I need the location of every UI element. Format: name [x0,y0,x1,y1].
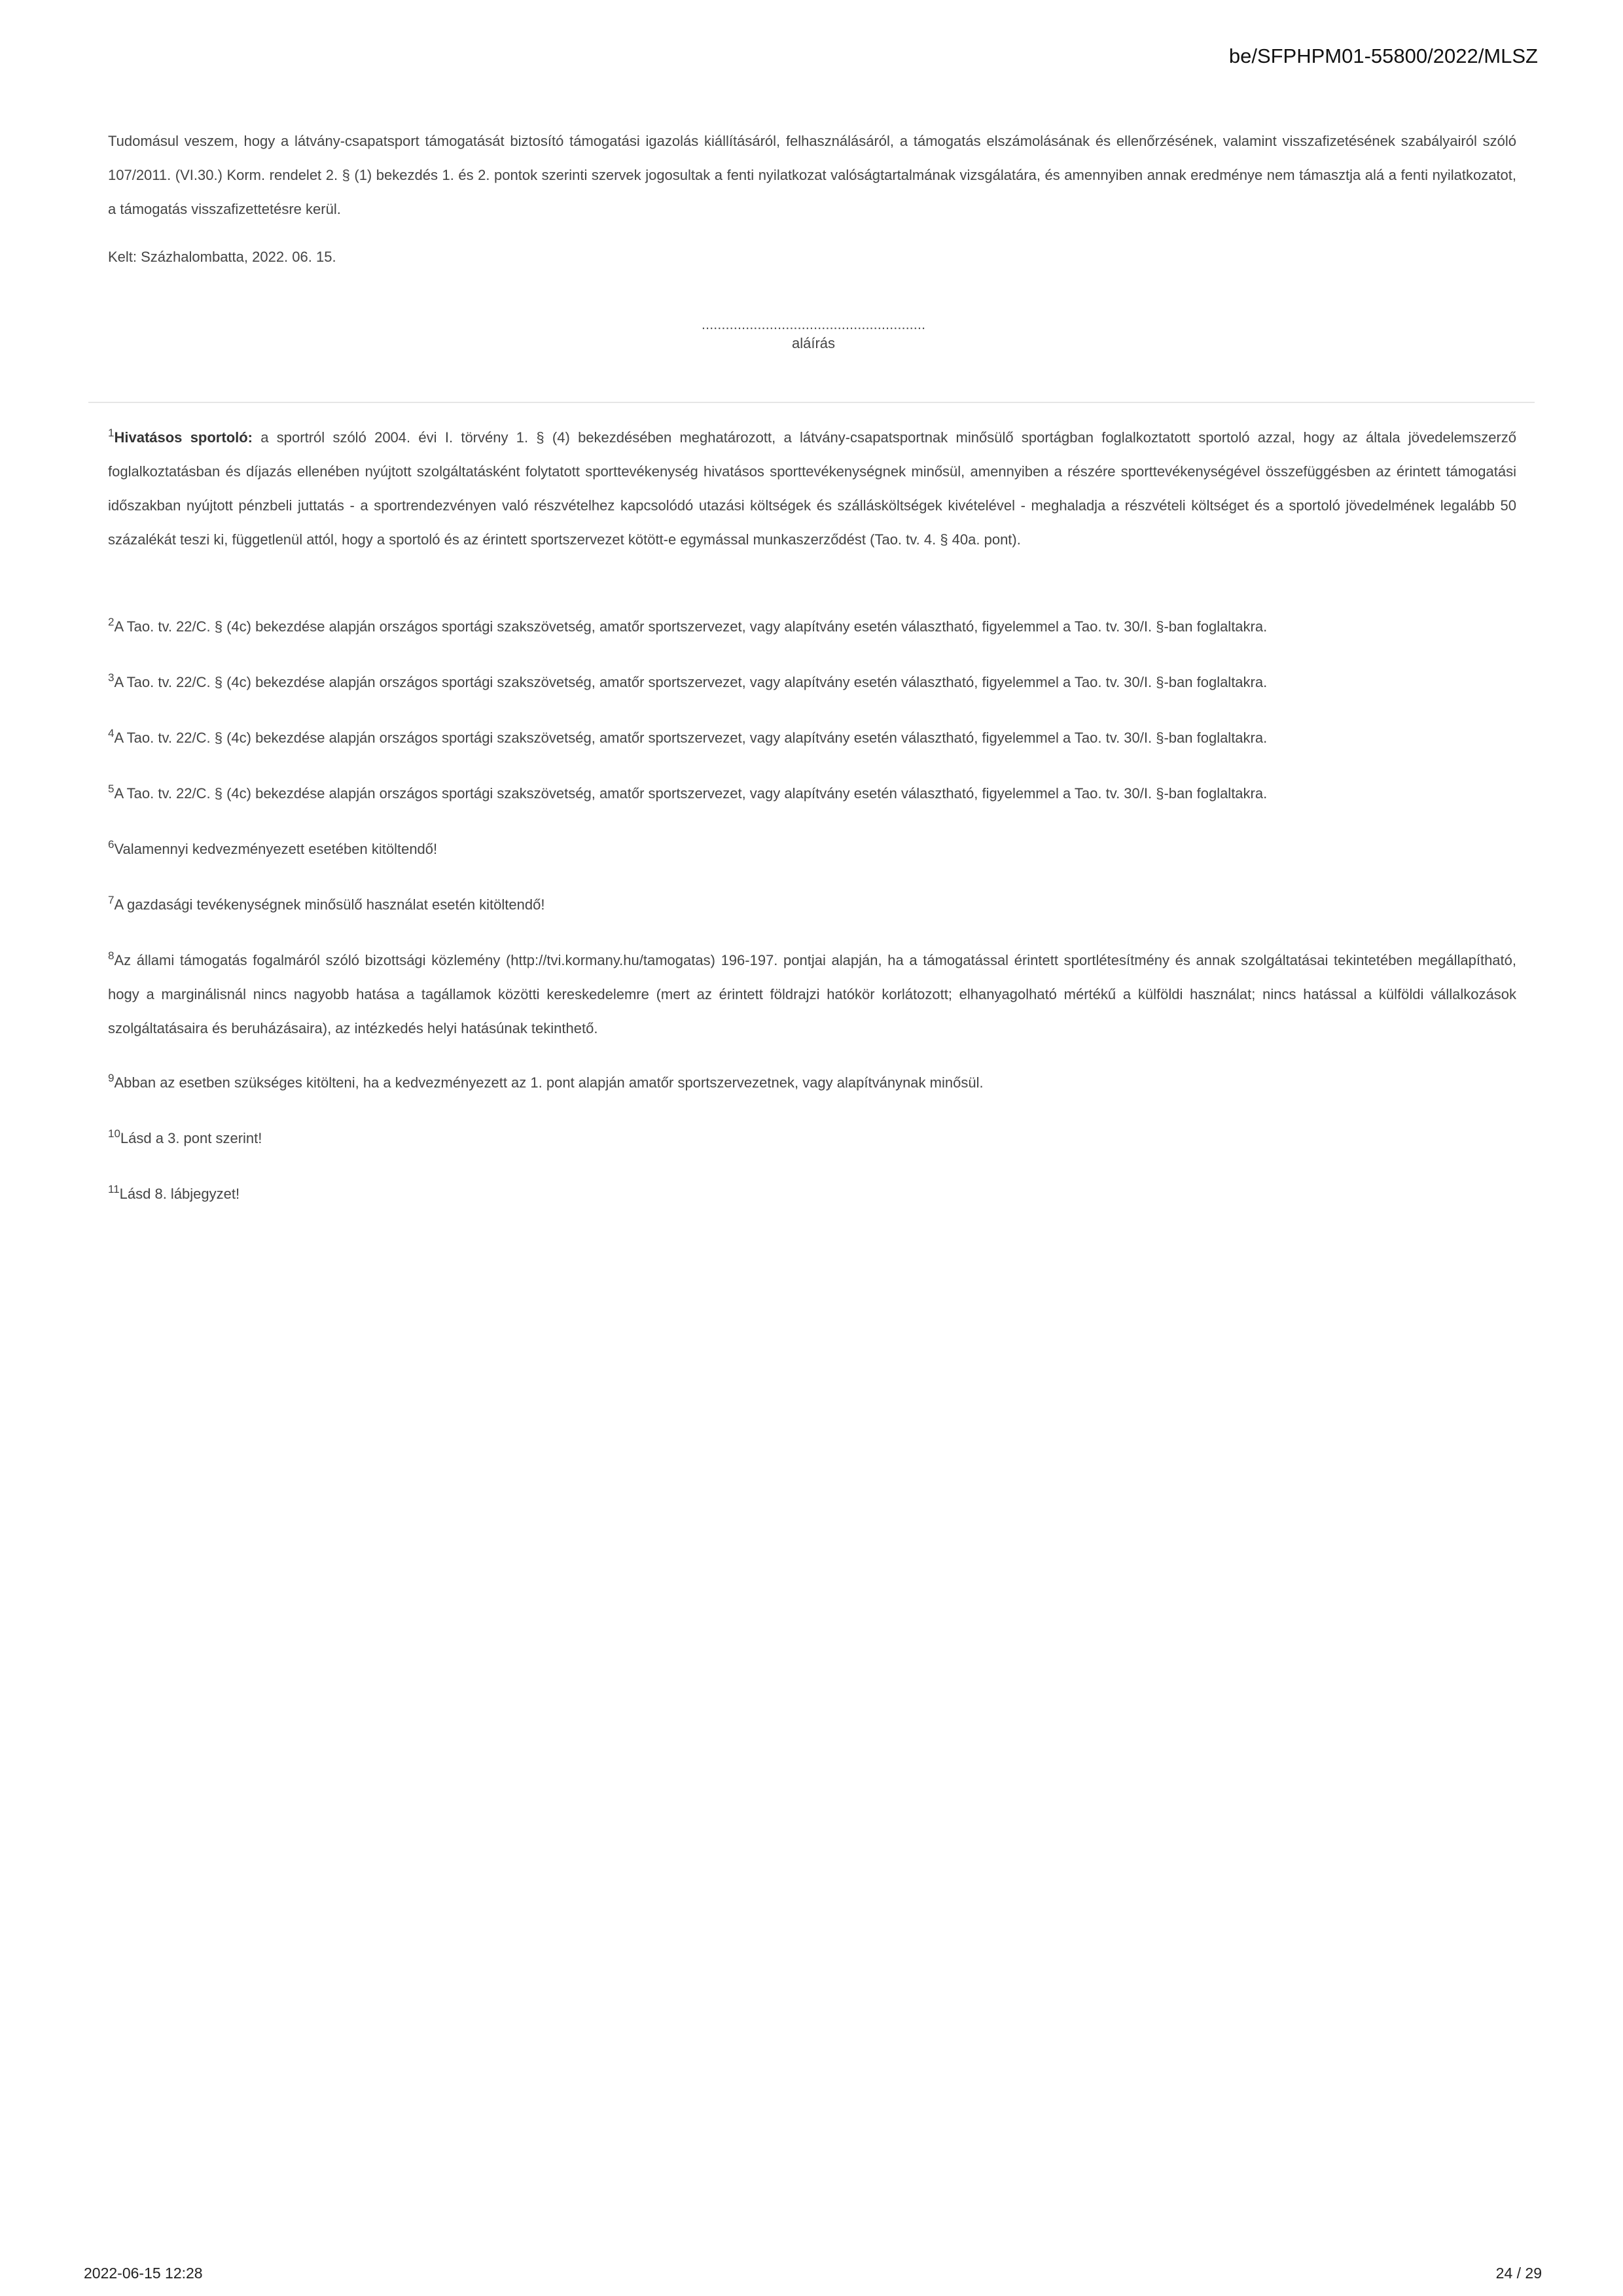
footnote-4 [108,721,1516,755]
footnote-text: A gazdasági tevékenységnek minősülő használat esetén kitöltendő! [114,896,545,913]
footnote-text: A Tao. tv. 22/C. § (4c) bekezdése alapján országos sportági szakszövetség, amatőr sportszervezet, vagy alapítvány esetén választható, figyelemmel a Tao. tv. 30/I. §-ban foglaltakra. [114,730,1268,746]
footnote-number: 10 [108,1127,120,1140]
footnote-text: A Tao. tv. 22/C. § (4c) bekezdése alapján országos sportági szakszövetség, amatőr sportszervezet, vagy alapítvány esetén választható, figyelemmel a Tao. tv. 30/I. §-ban foglaltakra. [114,674,1268,690]
footnote-9 [108,1066,1516,1100]
footnote-divider [88,402,1535,403]
footnote-number: 6 [108,838,115,851]
footnote-6 [108,832,1516,866]
footnote-text: Lásd 8. lábjegyzet! [119,1186,240,1202]
footnote-text: Az állami támogatás fogalmáról szóló bizottsági közlemény (http://tvi.kormany.hu/tamogatas) 196-197. pontjai alapján, ha a támogatással érintett sportlétesítmény és annak szolgáltatásai tekintetében megállapítható, hogy a marginálisnál nincs nagyobb hatása a tagállamok közötti kereskedelemre (mert az érintett földrajzi hatókör korlátozott; elhanyagolható mértékű a külföldi használat; nincs hatással a külföldi vállalkozások szolgáltatásaira és beruházásaira), az intézkedés helyi hatásúnak tekinthető. [108,952,1516,1036]
page-number: 24 / 29 [1495,2265,1542,2282]
footnote-number: 7 [108,894,115,906]
footnote-number: 2 [108,616,115,628]
footnote-1 [108,421,1516,557]
footnote-term: Hivatásos sportoló: [114,429,253,446]
footnote-11 [108,1177,1516,1211]
footnote-number: 9 [108,1072,115,1084]
declaration-block [108,124,1516,226]
footnote-2 [108,610,1516,644]
print-timestamp: 2022-06-15 12:28 [84,2265,203,2282]
footnote-text: Abban az esetben szükséges kitölteni, ha a kedvezményezett az 1. pont alapján amatőr sportszervezetnek, vagy alapítványnak minősül. [114,1074,984,1091]
footnote-3 [108,665,1516,699]
footnote-text: Lásd a 3. pont szerint! [120,1130,262,1146]
footnote-number: 1 [108,427,115,439]
footnote-text: A Tao. tv. 22/C. § (4c) bekezdése alapján országos sportági szakszövetség, amatőr sportszervezet, vagy alapítvány esetén választható, figyelemmel a Tao. tv. 30/I. §-ban foglaltakra. [114,785,1268,802]
footnote-number: 3 [108,671,115,684]
footnote-text: Valamennyi kedvezményezett esetében kitöltendő! [114,841,438,857]
footnote-7 [108,888,1516,922]
declaration-text: Tudomásul veszem, hogy a látvány-csapatsport támogatását biztosító támogatási igazolás kiállításáról, felhasználásáról, a támogatás elszámolásának és ellenőrzésének, valamint visszafizetésének szabályairól szóló 107/2011. (VI.30.) Korm. rendelet 2. § (1) bekezdés 1. és 2. pontok szerinti szervek jogosultak a fenti nyilatkozat valóságtartalmának vizsgálatára, és amennyiben annak eredménye nem támasztja alá a fenti nyilatkozatot, a támogatás visszafizettetésre kerül. [108,133,1516,217]
signature-line: ........................................................ [701,316,926,332]
footnote-text: A Tao. tv. 22/C. § (4c) bekezdése alapján országos sportági szakszövetség, amatőr sportszervezet, vagy alapítvány esetén választható, figyelemmel a Tao. tv. 30/I. §-ban foglaltakra. [114,618,1268,635]
document-reference: be/SFPHPM01-55800/2022/MLSZ [1228,44,1538,67]
footnote-number: 11 [108,1183,120,1195]
footnote-number: 8 [108,949,115,962]
footnote-text: a sportról szóló 2004. évi I. törvény 1. § (4) bekezdésében meghatározott, a látvány-csapatsportnak minősülő sportágban foglalkoztatott sportoló azzal, hogy az általa jövedelemszerző foglalkoztatásban és díjazás ellenében nyújtott szolgáltatásként folytatott sporttevékenység hivatásos sporttevékenységnek minősül, amennyiben a részére sporttevékenységével összefüggésben az érintett támogatási időszakban nyújtott pénzbeli juttatás - a sportrendezvényen való részvételhez kapcsolódó utazási költségek és szállásköltségek kivételével - meghaladja a részvételi költséget és a sportoló jövedelmének legalább 50 százalékát teszi ki, függetlenül attól, hogy a sportoló és az érintett sportszervezet kötött-e egymással munkaszerződést (Tao. tv. 4. § 40a. pont). [108,429,1516,548]
footnote-number: 5 [108,783,115,795]
signature-label: aláírás [791,335,836,351]
signature-block [678,315,949,353]
footnote-5 [108,777,1516,811]
footnote-10 [108,1122,1516,1156]
date-place-line: Kelt: Százhalombatta, 2022. 06. 15. [108,249,336,265]
footnote-number: 4 [108,727,115,739]
footnote-8 [108,944,1516,1046]
